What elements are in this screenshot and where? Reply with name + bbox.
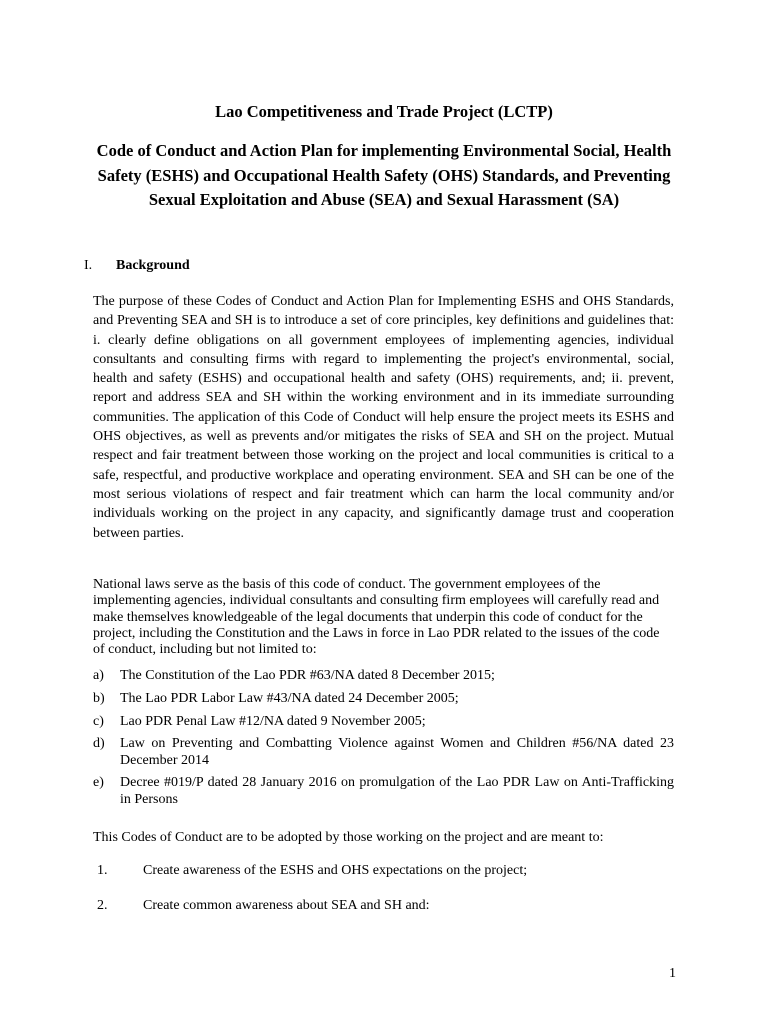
list-number: 2. — [97, 898, 108, 913]
document-subtitle: Code of Conduct and Action Plan for implementing Environmental Social, Health Safety (ESHS) and Occupational Health Safety (OHS) Standards, and Preventing Sexual Exploitation and Abuse (SEA) and Sexual Harassment (SA) — [96, 141, 672, 209]
section-number: I. — [84, 258, 93, 273]
list-item-text: Lao PDR Penal Law #12/NA dated 9 November 2005; — [120, 713, 426, 729]
list-number: 1. — [97, 863, 108, 878]
list-item-text: Decree #019/P dated 28 January 2016 on promulgation of the Lao PDR Law on Anti-Trafficking in Persons — [120, 775, 674, 807]
list-item-text: Law on Preventing and Combatting Violence against Women and Children #56/NA dated 23 December 2014 — [120, 736, 674, 768]
codes-intro-paragraph: This Codes of Conduct are to be adopted by those working on the project and are meant to: — [93, 830, 604, 845]
list-item-text: The Lao PDR Labor Law #43/NA dated 24 December 2005; — [120, 690, 459, 706]
list-item — [93, 775, 674, 808]
list-marker: e) — [93, 775, 104, 791]
list-item-text: Create awareness of the ESHS and OHS expectations on the project; — [143, 863, 528, 878]
section-title: Background — [116, 258, 190, 273]
list-marker: d) — [93, 736, 105, 752]
list-marker: b) — [93, 690, 105, 706]
list-item — [93, 736, 674, 769]
national-laws-paragraph: National laws serve as the basis of this code of conduct. The government employees of the implementing agencies, individual consultants and consulting firm employees will carefully read and make themselves knowledgeable of the legal documents that underpin this code of conduct for the project, including the Constitution and the Laws in force in Lao PDR related to the issues of the code of conduct, including but not limited to: — [93, 577, 660, 658]
list-item — [93, 668, 674, 684]
page-number: 1 — [669, 966, 676, 981]
list-item — [93, 691, 674, 707]
list-marker: a) — [93, 668, 104, 683]
list-item-text: The Constitution of the Lao PDR #63/NA dated 8 December 2015; — [120, 668, 495, 683]
document-title: Lao Competitiveness and Trade Project (LCTP) — [215, 102, 553, 121]
background-paragraph: The purpose of these Codes of Conduct and Action Plan for Implementing ESHS and OHS Standards, and Preventing SEA and SH is to introduce a set of core principles, key definitions and guidelines that: i. clearly define obligations on all government employees of implementing agencies, individual consultants and consulting firms with regard to implementing the project's environmental, social, health and safety (ESHS) and occupational health and safety (OHS) requirements, and; ii. prevent, report and address SEA and SH within the working environment and in its immediate surrounding communities. The application of this Code of Conduct will help ensure the project meets its ESHS and OHS objectives, as well as prevents and/or mitigates the risks of SEA and SH on the project. Mutual respect and fair treatment between those working on the project and local communities is critical to a safe, respectful, and productive workplace and operating environment. SEA and SH can be one of the most serious violations of respect and fair treatment which can harm the local community and/or individuals working on the project in any capacity, and significantly damage trust and cooperation between parties. — [93, 294, 674, 541]
list-item — [93, 714, 674, 730]
laws-list — [93, 668, 674, 815]
list-marker: c) — [93, 713, 104, 729]
list-item-text: Create common awareness about SEA and SH and: — [143, 898, 430, 913]
